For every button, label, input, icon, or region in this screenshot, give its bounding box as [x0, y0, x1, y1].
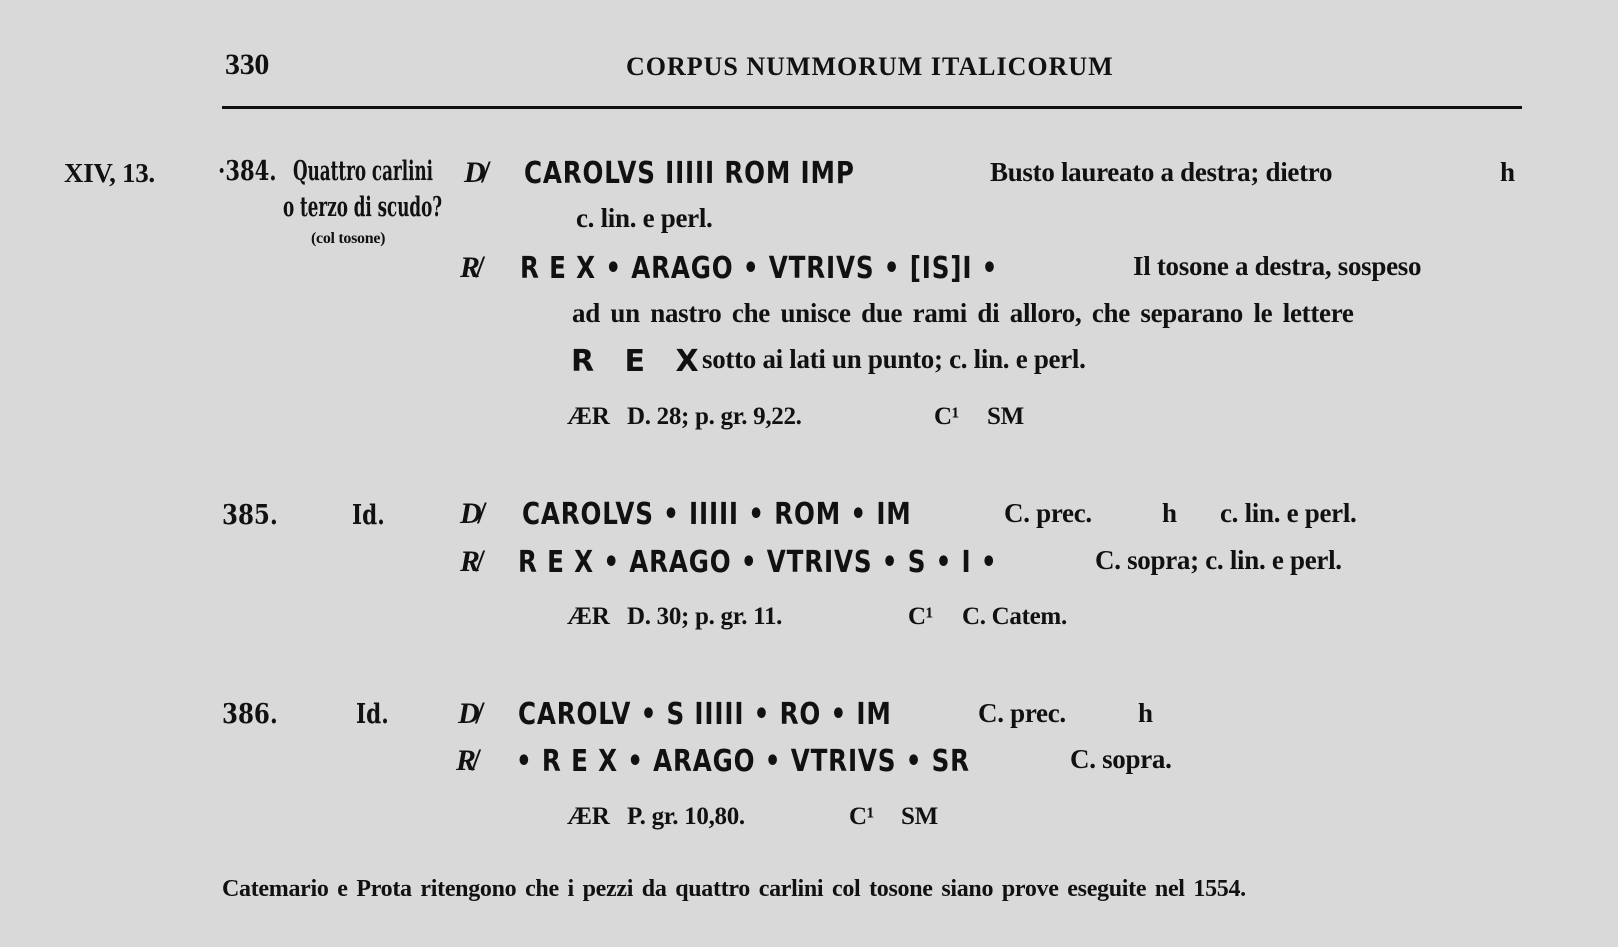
- reverse-description: C. sopra.: [1070, 744, 1172, 774]
- obverse-legend: CAROLVS • IIIII • ROM • IM: [522, 497, 912, 532]
- reverse-symbol: R̸: [456, 744, 476, 777]
- running-head: CORPUS NUMMORUM ITALICORUM: [626, 52, 1114, 81]
- obverse-description-end: c. lin. e perl.: [1220, 498, 1357, 528]
- reverse-symbol: R̸: [460, 251, 480, 284]
- collection: SM: [987, 403, 1024, 430]
- obverse-legend: CAROLV • S IIIII • RO • IM: [518, 697, 892, 732]
- metal-symbol: ÆR: [567, 603, 610, 630]
- mintmark-h: h: [1138, 698, 1153, 728]
- reverse-description-end: sotto ai lati un punto; c. lin. e perl.: [702, 344, 1086, 374]
- obverse-description: C. prec.: [978, 698, 1066, 728]
- reverse-legend: • R E X • ARAGO • VTRIVS • SR: [516, 744, 970, 779]
- rarity: C¹: [908, 603, 933, 630]
- obverse-legend: CAROLVS IIIII ROM IMP: [524, 156, 855, 191]
- rarity: C¹: [934, 403, 959, 430]
- collection: SM: [901, 803, 938, 830]
- reverse-legend: R E X • ARAGO • VTRIVS • [IS]I •: [520, 251, 999, 286]
- obverse-description-cont: c. lin. e perl.: [576, 203, 713, 233]
- entry-number: ·384.: [218, 156, 277, 187]
- reverse-description: C. sopra; c. lin. e perl.: [1095, 545, 1342, 575]
- obverse-description: Busto laureato a destra; dietro: [990, 157, 1333, 187]
- reverse-description: Il tosone a destra, sospeso: [1133, 251, 1422, 281]
- diameter-weight: D. 30; p. gr. 11.: [627, 603, 783, 630]
- reverse-legend: R E X • ARAGO • VTRIVS • S • I •: [518, 545, 998, 580]
- reverse-symbol: R̸: [460, 545, 480, 578]
- metal-symbol: ÆR: [567, 803, 610, 830]
- header-rule: [222, 106, 1522, 109]
- weight: P. gr. 10,80.: [627, 803, 745, 830]
- mintmark-h: h: [1500, 157, 1515, 187]
- footnote: Catemario e Prota ritengono che i pezzi da quattro carlini col tosone siano prove eseguite nel 1554.: [222, 876, 1246, 902]
- denomination: Id.: [352, 500, 385, 531]
- obverse-symbol: D̸: [458, 697, 480, 730]
- page-number: 330: [225, 48, 270, 81]
- obverse-description: C. prec.: [1004, 498, 1092, 528]
- obverse-symbol: D̸: [460, 497, 482, 530]
- denomination-alt: o terzo di scudo?: [283, 192, 443, 223]
- plate-reference: XIV, 13.: [64, 158, 155, 188]
- entry-number: 385.: [222, 500, 278, 531]
- denomination: Id.: [356, 699, 389, 730]
- rarity: C¹: [849, 803, 874, 830]
- collection: C. Catem.: [962, 603, 1067, 630]
- metal-symbol: ÆR: [567, 403, 610, 430]
- entry-number: 386.: [222, 699, 278, 730]
- denomination-note: (col tosone): [311, 230, 386, 247]
- diameter-weight: D. 28; p. gr. 9,22.: [627, 403, 802, 430]
- reverse-letters: R E X: [571, 344, 709, 379]
- denomination: Quattro carlini: [293, 156, 433, 187]
- reverse-description-cont: ad un nastro che unisce due rami di alloro, che separano le lettere: [572, 298, 1354, 328]
- mintmark-h: h: [1162, 498, 1177, 528]
- obverse-symbol: D̸: [464, 156, 486, 189]
